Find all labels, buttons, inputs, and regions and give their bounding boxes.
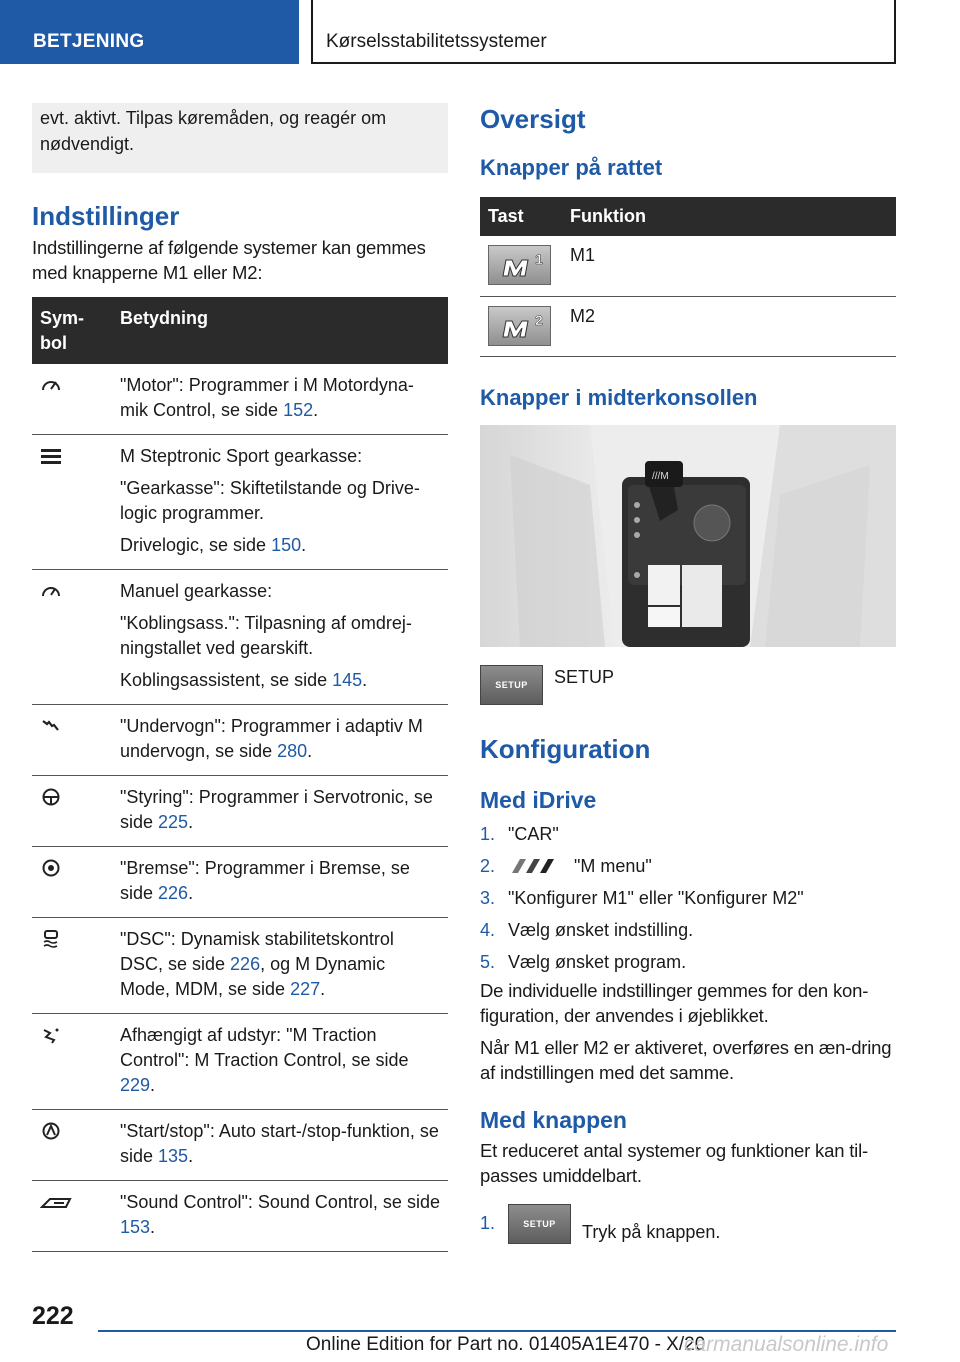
idrive-steps: [480, 822, 896, 974]
meaning-line: "Motor": Programmer i M Motordyna-mik Control, se side 152.: [120, 375, 414, 420]
step-text: "Konfigurer M1" eller "Konfigurer M2": [508, 887, 804, 908]
table-row: [32, 705, 448, 776]
list-item: [480, 886, 896, 910]
page-link[interactable]: 135: [158, 1146, 189, 1166]
button-heading: Med knappen: [480, 1106, 627, 1133]
list-item: [480, 822, 896, 846]
dsc-icon: [40, 930, 62, 948]
table-row: [32, 570, 448, 705]
page-link[interactable]: 152: [283, 400, 314, 420]
meaning-line: Manuel gearkasse:: [120, 581, 273, 601]
manual-gearbox-icon: [40, 582, 62, 600]
page-link[interactable]: 226: [158, 883, 189, 903]
step-text: "M menu": [574, 855, 652, 876]
right-column: [480, 103, 896, 1244]
wheel-buttons-heading: Knapper på rattet: [480, 155, 663, 180]
config-paragraph-1: De individuelle indstillinger gemmes for den kon-figuration, der anvendes i øjeblikket.: [480, 979, 869, 1026]
console-buttons-heading: Knapper i midterkonsollen: [480, 384, 758, 410]
step-number: 5.: [480, 951, 496, 972]
meaning-cell: [112, 1014, 448, 1110]
setup-row: [480, 665, 896, 705]
meaning-line: "Sound Control": Sound Control, se side 153.: [120, 1192, 440, 1237]
meaning-cell: [112, 847, 448, 918]
config-heading: Konfiguration: [480, 733, 651, 764]
suspension-icon: [40, 717, 62, 735]
svg-text:///M: ///M: [652, 470, 669, 482]
step-number: 3.: [480, 887, 496, 908]
left-column: [32, 103, 448, 1252]
button-intro: Et reduceret antal systemer og funktioner kan til-passes umiddelbart.: [480, 1139, 868, 1186]
meaning-cell: [112, 1181, 448, 1252]
button-step: [480, 1204, 896, 1244]
page-link[interactable]: 153: [120, 1217, 151, 1237]
meaning-line: "DSC": Dynamisk stabilitetskontrol DSC, se side 226, og M Dynamic Mode, MDM, se side 227.: [120, 929, 394, 999]
list-item: [480, 950, 896, 974]
meaning-cell: [112, 776, 448, 847]
col-symbol: Sym-bol: [32, 297, 112, 364]
key-function: M1: [562, 236, 896, 296]
section-title: BETJENING: [33, 31, 145, 52]
step-number: 1.: [480, 823, 496, 844]
steering-icon: [40, 788, 62, 806]
setup-function: SETUP: [554, 666, 615, 687]
meaning-line: "Start/stop": Auto start-/stop-funktion, se side 135.: [120, 1121, 439, 1166]
table-row: [32, 1014, 448, 1110]
m-menu-icon: [508, 857, 564, 875]
meaning-line: "Bremse": Programmer i Bremse, se side 226.: [120, 858, 410, 903]
page-link[interactable]: 280: [277, 741, 308, 761]
step-number: 2.: [480, 855, 496, 876]
step-number: 4.: [480, 919, 496, 940]
list-item: [480, 918, 896, 942]
meaning-cell: [112, 1110, 448, 1181]
table-row: [32, 1110, 448, 1181]
meaning-cell: [112, 435, 448, 570]
page-number: 222: [32, 1302, 74, 1330]
page-link[interactable]: 150: [271, 535, 302, 555]
gearbox-icon: [40, 447, 62, 465]
meaning-line: "Gearkasse": Skiftetilstande og Drive-logic programmer.: [120, 478, 420, 523]
table-row: [32, 364, 448, 435]
col-meaning: Betydning: [112, 297, 448, 364]
step-text: Vælg ønsket indstilling.: [508, 919, 694, 940]
meaning-cell: [112, 364, 448, 435]
step-number: 1.: [480, 1213, 496, 1233]
traction-icon: [40, 1026, 62, 1044]
meaning-cell: [112, 705, 448, 776]
watermark: carmanualsonline.info: [684, 1333, 889, 1356]
meaning-cell: [112, 570, 448, 705]
table-row: [32, 1181, 448, 1252]
settings-heading: Indstillinger: [32, 201, 180, 231]
step-text: "CAR": [508, 823, 559, 844]
footer-rule: [98, 1330, 896, 1332]
table-row: [32, 918, 448, 1014]
table-row: [32, 776, 448, 847]
config-paragraph-2: Når M1 eller M2 er aktiveret, overføres en æn-dring af indstillingen med det samme.: [480, 1036, 892, 1083]
meaning-line: Drivelogic, se side 150.: [120, 535, 307, 555]
table-row: [480, 296, 896, 356]
auto-start-stop-icon: [40, 1122, 62, 1140]
meaning-line: M Steptronic Sport gearkasse:: [120, 446, 363, 466]
setup-button[interactable]: SETUP: [480, 665, 543, 705]
setup-button[interactable]: SETUP: [508, 1204, 571, 1244]
center-console-image: [480, 425, 896, 647]
page-link[interactable]: 225: [158, 812, 189, 832]
note-box: [32, 103, 448, 173]
page-link[interactable]: 229: [120, 1075, 151, 1095]
table-row: [32, 435, 448, 570]
page-link[interactable]: 145: [332, 670, 363, 690]
page-link[interactable]: 226: [230, 954, 261, 974]
col-key: Tast: [480, 197, 562, 236]
page-link[interactable]: 227: [290, 979, 321, 999]
brake-icon: [40, 859, 62, 877]
meaning-line: Afhængigt af udstyr: "M Traction Control": M Traction Control, se side 229.: [120, 1025, 409, 1095]
col-function: Funktion: [562, 197, 896, 236]
overview-heading: Oversigt: [480, 104, 586, 134]
chapter-tab: [311, 0, 896, 64]
motor-icon: [40, 376, 62, 394]
list-item: [480, 854, 896, 878]
note-text: evt. aktivt. Tilpas køremåden, og reagér om nødvendigt.: [40, 108, 387, 154]
step-text: Vælg ønsket program.: [508, 951, 687, 972]
svg-text:1: 1: [535, 251, 543, 267]
m2-button-icon: [488, 306, 551, 346]
chapter-title: Kørselsstabilitetssystemer: [326, 31, 547, 52]
wheel-keys-table: [480, 197, 896, 357]
meaning-line: "Koblingsass.": Tilpasning af omdrej-ningstallet ved gearskift.: [120, 613, 412, 658]
m1-button-icon: [488, 245, 551, 285]
table-row: [32, 847, 448, 918]
step-text: Tryk på knappen.: [582, 1222, 721, 1242]
section-tab: [0, 0, 299, 64]
footer-edition: Online Edition for Part no. 01405A1E470 - X/20: [306, 1334, 706, 1355]
meaning-cell: [112, 918, 448, 1014]
svg-text:2: 2: [535, 311, 543, 328]
sound-control-icon: [40, 1193, 62, 1211]
meaning-line: "Styring": Programmer i Servotronic, se side 225.: [120, 787, 433, 832]
meaning-line: "Undervogn": Programmer i adaptiv M undervogn, se side 280.: [120, 716, 423, 761]
settings-intro: Indstillingerne af følgende systemer kan gemmes med knapperne M1 eller M2:: [32, 237, 426, 283]
table-row: [480, 236, 896, 296]
settings-table: [32, 297, 448, 1252]
meaning-line: Koblingsassistent, se side 145.: [120, 670, 368, 690]
idrive-heading: Med iDrive: [480, 786, 597, 813]
key-function: M2: [562, 296, 896, 356]
